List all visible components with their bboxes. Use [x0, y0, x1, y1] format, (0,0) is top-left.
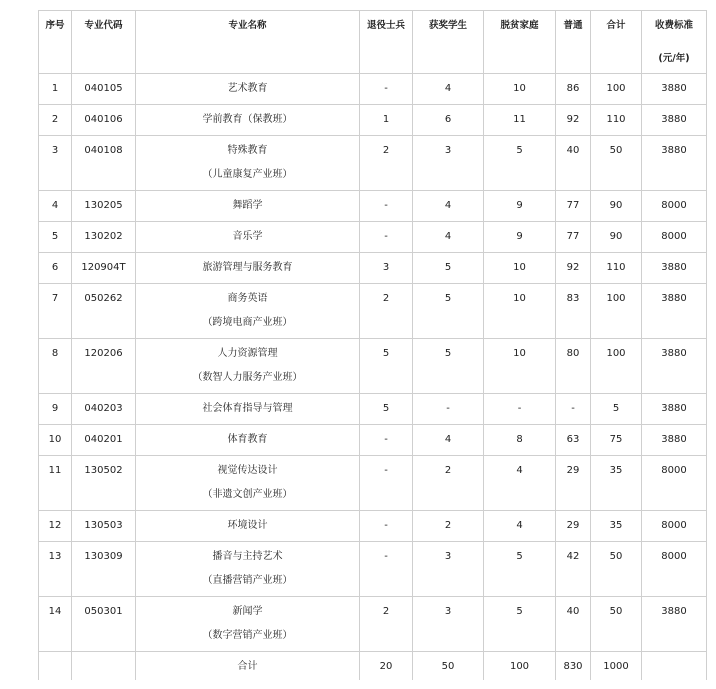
cell-name: [136, 222, 360, 253]
table-row: [39, 511, 707, 542]
major-class-note: （非遗文创产业班）: [202, 489, 293, 500]
table-row: [39, 105, 707, 136]
total-label: 合计: [136, 652, 360, 683]
cell-poverty: 5: [484, 542, 556, 597]
table-row: [39, 425, 707, 456]
cell-fee: 3880: [642, 253, 707, 284]
total-veteran: 20: [360, 652, 413, 683]
cell-veteran: 5: [360, 394, 413, 425]
cell-code: 130202: [72, 222, 136, 253]
cell-poverty: 9: [484, 222, 556, 253]
header-code: 专业代码: [72, 11, 136, 74]
cell-fee: 8000: [642, 191, 707, 222]
cell-no: 9: [39, 394, 72, 425]
cell-normal: 92: [556, 105, 591, 136]
cell-veteran: -: [360, 222, 413, 253]
major-name: 音乐学: [232, 231, 263, 242]
cell-normal: 92: [556, 253, 591, 284]
cell-award: 3: [413, 597, 484, 652]
cell-code: 130205: [72, 191, 136, 222]
table-row: [39, 136, 707, 191]
cell-fee: 8000: [642, 542, 707, 597]
cell-total: 110: [591, 105, 642, 136]
cell-total: 100: [591, 339, 642, 394]
total-normal: 830: [556, 652, 591, 683]
cell-code: 040108: [72, 136, 136, 191]
table-row: [39, 253, 707, 284]
cell-fee: 3880: [642, 284, 707, 339]
header-no: 序号: [39, 11, 72, 74]
major-name: 视觉传达设计: [217, 465, 278, 476]
cell-award: 4: [413, 222, 484, 253]
major-class-note: （数字营销产业班）: [202, 630, 293, 641]
cell-total: 35: [591, 456, 642, 511]
cell-no: 7: [39, 284, 72, 339]
cell-total: 90: [591, 222, 642, 253]
cell-poverty: 5: [484, 597, 556, 652]
cell-no: 5: [39, 222, 72, 253]
cell-no: 4: [39, 191, 72, 222]
cell-name: [136, 339, 360, 394]
cell-normal: 29: [556, 456, 591, 511]
header-poverty: 脱贫家庭: [484, 11, 556, 74]
cell-fee: 3880: [642, 597, 707, 652]
cell-no: 12: [39, 511, 72, 542]
cell-total: 35: [591, 511, 642, 542]
cell-fee: 8000: [642, 456, 707, 511]
cell-fee: 3880: [642, 105, 707, 136]
major-name: 体育教育: [227, 434, 268, 445]
table-row: [39, 597, 707, 652]
header-row: [39, 11, 707, 74]
header-fee-label: 收费标准: [654, 20, 693, 31]
cell-award: -: [413, 394, 484, 425]
cell-poverty: 10: [484, 339, 556, 394]
cell-veteran: -: [360, 511, 413, 542]
cell-name: [136, 456, 360, 511]
cell-total: 50: [591, 597, 642, 652]
cell-award: 3: [413, 136, 484, 191]
major-name: 特殊教育: [227, 145, 268, 156]
cell-award: 4: [413, 74, 484, 105]
table-row: [39, 222, 707, 253]
cell-name: [136, 284, 360, 339]
cell-fee: 3880: [642, 394, 707, 425]
cell-total: 100: [591, 74, 642, 105]
cell-fee: 3880: [642, 74, 707, 105]
cell-code: 130502: [72, 456, 136, 511]
table-footer: [39, 652, 707, 683]
total-no: [39, 652, 72, 683]
cell-code: 050301: [72, 597, 136, 652]
cell-poverty: 10: [484, 253, 556, 284]
cell-no: 10: [39, 425, 72, 456]
cell-award: 5: [413, 253, 484, 284]
cell-no: 8: [39, 339, 72, 394]
cell-normal: 42: [556, 542, 591, 597]
cell-award: 4: [413, 425, 484, 456]
cell-name: [136, 136, 360, 191]
cell-name: [136, 191, 360, 222]
major-name: 环境设计: [227, 520, 268, 531]
cell-code: 040106: [72, 105, 136, 136]
cell-name: [136, 74, 360, 105]
total-poverty: 100: [484, 652, 556, 683]
cell-name: [136, 542, 360, 597]
major-class-note: （儿童康复产业班）: [202, 169, 293, 180]
cell-total: 50: [591, 136, 642, 191]
cell-total: 100: [591, 284, 642, 339]
total-fee: [642, 652, 707, 683]
cell-name: [136, 105, 360, 136]
cell-veteran: -: [360, 456, 413, 511]
cell-code: 120206: [72, 339, 136, 394]
cell-veteran: 5: [360, 339, 413, 394]
table-body: [39, 74, 707, 652]
cell-fee: 3880: [642, 425, 707, 456]
cell-normal: 86: [556, 74, 591, 105]
cell-total: 110: [591, 253, 642, 284]
total-code: [72, 652, 136, 683]
major-name: 商务英语: [227, 293, 268, 304]
cell-name: [136, 253, 360, 284]
cell-veteran: -: [360, 74, 413, 105]
cell-total: 50: [591, 542, 642, 597]
cell-code: 130503: [72, 511, 136, 542]
cell-fee: 8000: [642, 222, 707, 253]
cell-veteran: -: [360, 542, 413, 597]
cell-veteran: -: [360, 425, 413, 456]
major-name: 播音与主持艺术: [212, 551, 283, 562]
cell-total: 5: [591, 394, 642, 425]
total-award: 50: [413, 652, 484, 683]
cell-fee: 8000: [642, 511, 707, 542]
cell-code: 040105: [72, 74, 136, 105]
cell-name: [136, 597, 360, 652]
cell-award: 2: [413, 456, 484, 511]
cell-veteran: 1: [360, 105, 413, 136]
enrollment-plan-table: [38, 10, 707, 683]
header-normal: 普通: [556, 11, 591, 74]
table-row: [39, 191, 707, 222]
header-fee: [642, 11, 707, 74]
cell-award: 2: [413, 511, 484, 542]
major-name: 学前教育（保教班）: [202, 114, 293, 125]
cell-name: [136, 511, 360, 542]
cell-poverty: 10: [484, 284, 556, 339]
cell-normal: 63: [556, 425, 591, 456]
major-name: 舞蹈学: [232, 200, 263, 211]
cell-no: 2: [39, 105, 72, 136]
major-name: 新闻学: [232, 606, 263, 617]
cell-no: 14: [39, 597, 72, 652]
major-class-note: （跨境电商产业班）: [202, 317, 293, 328]
cell-award: 5: [413, 339, 484, 394]
cell-poverty: 10: [484, 74, 556, 105]
cell-award: 3: [413, 542, 484, 597]
header-award: 获奖学生: [413, 11, 484, 74]
major-name: 艺术教育: [227, 83, 268, 94]
table-row: [39, 339, 707, 394]
cell-veteran: 2: [360, 284, 413, 339]
cell-code: 130309: [72, 542, 136, 597]
table-row: [39, 456, 707, 511]
cell-poverty: 5: [484, 136, 556, 191]
cell-poverty: 4: [484, 511, 556, 542]
cell-award: 5: [413, 284, 484, 339]
major-name: 社会体育指导与管理: [202, 403, 293, 414]
cell-veteran: 2: [360, 136, 413, 191]
table-row: [39, 394, 707, 425]
table-header: [39, 11, 707, 74]
major-class-note: （直播营销产业班）: [202, 575, 293, 586]
cell-total: 75: [591, 425, 642, 456]
cell-name: [136, 425, 360, 456]
cell-normal: 29: [556, 511, 591, 542]
cell-no: 13: [39, 542, 72, 597]
header-name: 专业名称: [136, 11, 360, 74]
cell-no: 11: [39, 456, 72, 511]
cell-veteran: 3: [360, 253, 413, 284]
page-bottom-edge: [0, 680, 716, 689]
major-name: 人力资源管理: [217, 348, 278, 359]
cell-poverty: 9: [484, 191, 556, 222]
cell-normal: 80: [556, 339, 591, 394]
cell-veteran: 2: [360, 597, 413, 652]
cell-fee: 3880: [642, 136, 707, 191]
cell-normal: 77: [556, 191, 591, 222]
cell-code: 120904T: [72, 253, 136, 284]
cell-award: 6: [413, 105, 484, 136]
header-fee-unit: (元/年): [658, 53, 690, 65]
cell-no: 3: [39, 136, 72, 191]
cell-normal: 40: [556, 597, 591, 652]
total-total: 1000: [591, 652, 642, 683]
cell-no: 6: [39, 253, 72, 284]
header-veteran: 退役士兵: [360, 11, 413, 74]
cell-code: 040201: [72, 425, 136, 456]
cell-total: 90: [591, 191, 642, 222]
cell-no: 1: [39, 74, 72, 105]
cell-veteran: -: [360, 191, 413, 222]
table-row: [39, 74, 707, 105]
total-row: [39, 652, 707, 683]
cell-fee: 3880: [642, 339, 707, 394]
cell-poverty: -: [484, 394, 556, 425]
cell-normal: -: [556, 394, 591, 425]
cell-normal: 77: [556, 222, 591, 253]
table-row: [39, 284, 707, 339]
major-class-note: （数智人力服务产业班）: [192, 372, 303, 383]
cell-poverty: 8: [484, 425, 556, 456]
cell-normal: 40: [556, 136, 591, 191]
cell-poverty: 11: [484, 105, 556, 136]
cell-normal: 83: [556, 284, 591, 339]
table-row: [39, 542, 707, 597]
major-name: 旅游管理与服务教育: [202, 262, 293, 273]
cell-code: 050262: [72, 284, 136, 339]
header-total: 合计: [591, 11, 642, 74]
cell-award: 4: [413, 191, 484, 222]
cell-name: [136, 394, 360, 425]
cell-poverty: 4: [484, 456, 556, 511]
cell-code: 040203: [72, 394, 136, 425]
